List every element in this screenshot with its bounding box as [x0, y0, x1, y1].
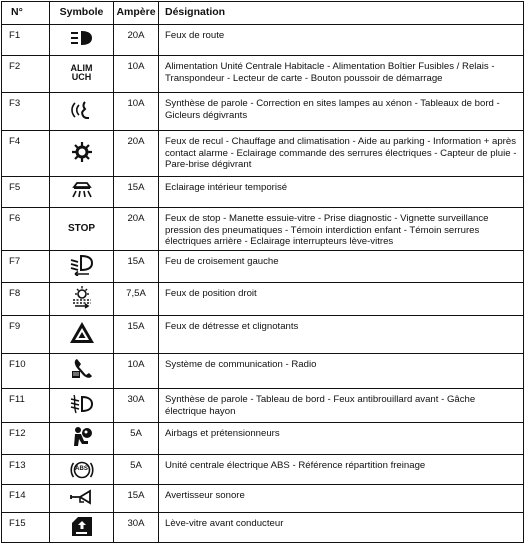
fuse-designation: Feux de stop - Manette essuie-vitre - Prise diagnostic - Vignette surveillance pression des pneumatiques - Témoin interdiction enfant - Témoin serrures électriques arrière - Eclairage interrupteurs lève-vitres [159, 208, 524, 251]
voice-synthesis-icon [70, 98, 94, 126]
headlight-icon [69, 28, 95, 52]
table-row [2, 283, 524, 316]
fuse-number: F8 [2, 283, 50, 316]
phone-icon [70, 357, 94, 385]
table-row [2, 208, 524, 251]
table-row [2, 513, 524, 543]
fuse-designation: Airbags et prétensionneurs [159, 423, 524, 455]
fuse-table [1, 1, 524, 543]
fuse-ampere: 30A [114, 389, 159, 423]
fuse-designation: Feux de route [159, 25, 524, 56]
fuse-ampere: 15A [114, 251, 159, 283]
fuse-designation: Feu de croisement gauche [159, 251, 524, 283]
table-row [2, 131, 524, 177]
fuse-number: F14 [2, 485, 50, 513]
table-row [2, 56, 524, 93]
gear-icon [71, 141, 93, 167]
fuse-designation: Feux de position droit [159, 283, 524, 316]
table-row [2, 25, 524, 56]
fuse-number: F2 [2, 56, 50, 93]
fuse-designation: Unité centrale électrique ABS - Référence répartition freinage [159, 455, 524, 485]
fuse-designation: Feux de recul - Chauffage and climatisation - Aide au parking - Information + après contact alarme - Eclairage commande des serrures électriques - Capteur de pluie - Pare-brise dégivrant [159, 131, 524, 177]
header-ampere: Ampère [114, 2, 159, 25]
airbag-icon [70, 425, 94, 453]
fuse-number: F5 [2, 177, 50, 208]
fuse-ampere: 5A [114, 455, 159, 485]
fuse-ampere: 7,5A [114, 283, 159, 316]
fuse-designation: Alimentation Unité Centrale Habitacle - Alimentation Boîtier Fusibles / Relais - Transpondeur - Lecteur de carte - Bouton poussoir de démarrage [159, 56, 524, 93]
table-row [2, 389, 524, 423]
interior-light-icon [70, 181, 94, 203]
fuse-ampere: 5A [114, 423, 159, 455]
window-lift-icon [70, 515, 94, 541]
fuse-ampere: 20A [114, 131, 159, 177]
table-row [2, 354, 524, 389]
abs-label: ABS [75, 465, 88, 472]
fuse-ampere: 15A [114, 177, 159, 208]
hazard-triangle-icon [69, 321, 95, 349]
fuse-designation: Lève-vitre avant conducteur [159, 513, 524, 543]
stop-icon: STOP [67, 223, 96, 235]
fuse-number: F7 [2, 251, 50, 283]
fuse-designation: Système de communication - Radio [159, 354, 524, 389]
fuse-ampere: 20A [114, 25, 159, 56]
fuse-number: F12 [2, 423, 50, 455]
fuse-designation: Feux de détresse et clignotants [159, 316, 524, 354]
table-row [2, 455, 524, 485]
fuse-number: F13 [2, 455, 50, 485]
fuse-designation: Synthèse de parole - Tableau de bord - Feux antibrouillard avant - Gâche électrique hayon [159, 389, 524, 423]
header-number: N° [2, 2, 50, 25]
table-row [2, 423, 524, 455]
fuse-ampere: 10A [114, 354, 159, 389]
fuse-number: F15 [2, 513, 50, 543]
abs-icon [70, 459, 94, 481]
fuse-designation: Synthèse de parole - Correction en sites lampes au xénon - Tableaux de bord - Gicleurs dégivrants [159, 93, 524, 131]
fuse-designation: Eclairage intérieur temporisé [159, 177, 524, 208]
alim-uch-icon: ALIM UCH [70, 63, 93, 83]
header-symbol: Symbole [50, 2, 114, 25]
header-row [2, 2, 524, 25]
position-light-icon [69, 285, 95, 313]
horn-icon [68, 488, 96, 510]
fuse-number: F10 [2, 354, 50, 389]
fuse-ampere: 15A [114, 485, 159, 513]
fuse-number: F4 [2, 131, 50, 177]
header-designation: Désignation [159, 2, 524, 25]
fuse-number: F11 [2, 389, 50, 423]
table-row [2, 316, 524, 354]
fuse-number: F1 [2, 25, 50, 56]
fuse-number: F3 [2, 93, 50, 131]
table-row [2, 485, 524, 513]
table-row [2, 177, 524, 208]
fuse-ampere: 30A [114, 513, 159, 543]
table-row [2, 93, 524, 131]
fuse-ampere: 15A [114, 316, 159, 354]
low-beam-icon [69, 254, 95, 280]
fuse-number: F6 [2, 208, 50, 251]
fog-light-icon [68, 394, 96, 418]
fuse-number: F9 [2, 316, 50, 354]
fuse-designation: Avertisseur sonore [159, 485, 524, 513]
fuse-ampere: 10A [114, 93, 159, 131]
fuse-ampere: 20A [114, 208, 159, 251]
table-row [2, 251, 524, 283]
fuse-ampere: 10A [114, 56, 159, 93]
